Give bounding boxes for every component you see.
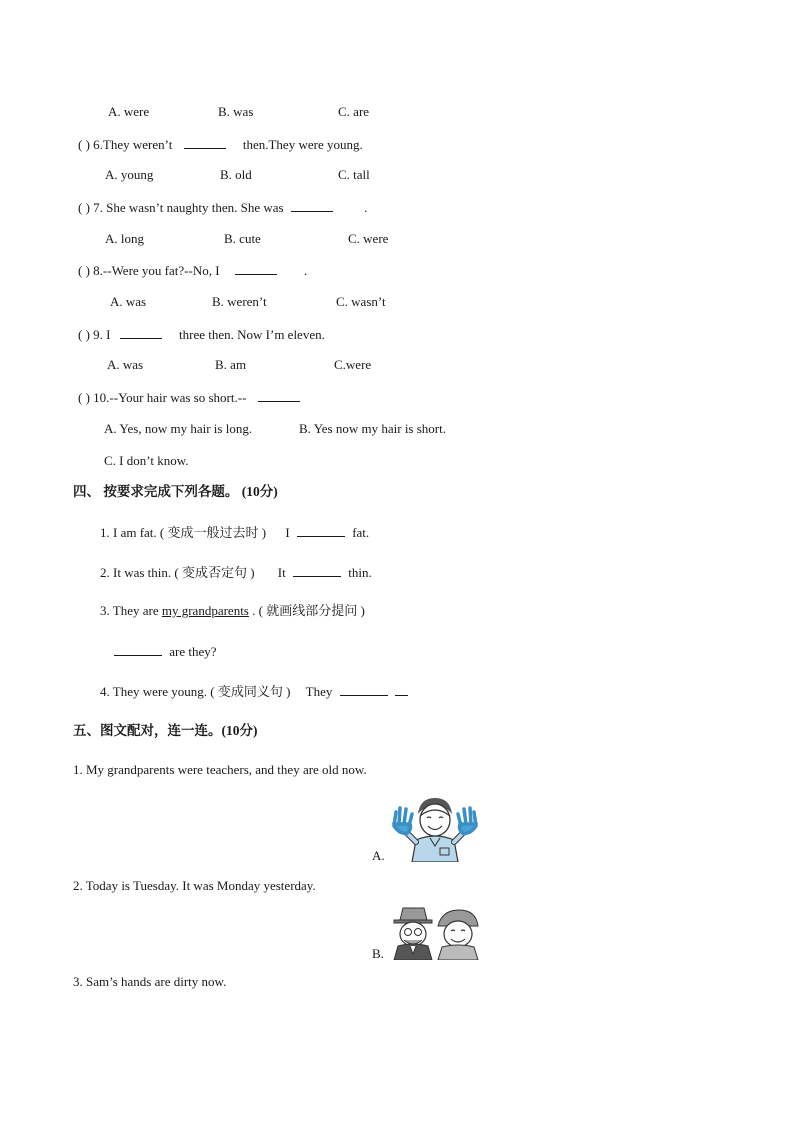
section-4-title: 四、 按要求完成下列各题。 (10分) (73, 484, 278, 499)
s4-item-4-ans-before: They (305, 684, 333, 699)
s4-item-4-question: 4. They were young. ( 变成同义句 ) (100, 684, 291, 699)
q5-option-c: C. are (338, 104, 370, 119)
s4-item-3-underlined: my grandparents (161, 603, 249, 618)
s4-item-3-question-after: . ( 就画线部分提问 ) (252, 603, 365, 618)
q7-text-after: . (364, 200, 368, 215)
q5-option-a: A. were (108, 104, 150, 119)
q7-option-a: A. long (105, 231, 144, 246)
answer-paren: ( ) (78, 263, 90, 278)
q8-stem (78, 262, 307, 279)
q5-option-b: B. was (218, 104, 254, 119)
q10-option-b: B. Yes now my hair is short. (299, 421, 446, 436)
s5-sentence-3: 3. Sam’s hands are dirty now. (73, 974, 227, 989)
q7-text-before: 7. She wasn’t naughty then. She was (93, 200, 284, 215)
s4-item-2-ans-after: thin. (348, 565, 372, 580)
s4-item-3-ans-after: are they? (169, 644, 217, 659)
s5-sentence-2: 2. Today is Tuesday. It was Monday yesterday. (73, 878, 316, 893)
answer-paren: ( ) (78, 327, 90, 342)
q8-text-before: 8.--Were you fat?--No, I (93, 263, 220, 278)
s4-item-1-ans-before: I (285, 525, 290, 540)
q7-option-b: B. cute (224, 231, 261, 246)
answer-blank (293, 564, 341, 577)
s4-item-2 (100, 564, 372, 581)
answer-blank (184, 136, 226, 149)
answer-paren: ( ) (78, 200, 90, 215)
q6-stem (78, 136, 363, 153)
s4-item-3-question-before: 3. They are (100, 603, 159, 618)
s4-item-1-ans-after: fat. (352, 525, 370, 540)
q9-option-a: A. was (107, 357, 144, 372)
s4-item-1 (100, 524, 369, 541)
child-showing-dirty-hands-picture (390, 796, 480, 862)
answer-blank (291, 199, 333, 212)
s4-item-1-question: 1. I am fat. ( 变成一般过去时 ) (100, 525, 267, 540)
q10-option-c: C. I don’t know. (104, 453, 189, 468)
q8-text-after: . (304, 263, 308, 278)
q6-option-a: A. young (105, 167, 154, 182)
answer-blank (395, 683, 408, 696)
answer-paren: ( ) (78, 137, 90, 152)
q7-stem (78, 199, 367, 216)
q10-text-before: 10.--Your hair was so short.-- (93, 390, 247, 405)
q9-option-b: B. am (215, 357, 247, 372)
q10-option-a: A. Yes, now my hair is long. (104, 421, 253, 436)
grandparents-picture (392, 906, 482, 960)
q6-option-b: B. old (220, 167, 252, 182)
q9-text-after: three then. Now I’m eleven. (179, 327, 325, 342)
s5-sentence-1: 1. My grandparents were teachers, and they are old now. (73, 762, 367, 777)
q7-option-c: C. were (348, 231, 389, 246)
answer-blank (235, 262, 277, 275)
answer-blank (297, 524, 345, 537)
answer-blank (120, 326, 162, 339)
q8-option-a: A. was (110, 294, 147, 309)
answer-blank (114, 643, 162, 656)
q8-option-b: B. weren’t (212, 294, 267, 309)
picture-label-b: B. (372, 946, 384, 961)
q8-option-c: C. wasn’t (336, 294, 386, 309)
answer-blank (340, 683, 388, 696)
section-5-title: 五、图文配对，连一连。(10分) (73, 723, 258, 738)
picture-label-a: A. (372, 848, 385, 863)
s4-item-3 (100, 603, 365, 619)
s4-item-4 (100, 683, 408, 700)
s4-item-2-ans-before: It (277, 565, 286, 580)
q9-stem (78, 326, 325, 343)
q10-stem (78, 389, 300, 406)
q6-option-c: C. tall (338, 167, 370, 182)
answer-paren: ( ) (78, 390, 90, 405)
q9-option-c: C.were (334, 357, 372, 372)
s4-item-2-question: 2. It was thin. ( 变成否定句 ) (100, 565, 255, 580)
q6-text-before: 6.They weren’t (93, 137, 173, 152)
q6-text-after: then.They were young. (242, 137, 363, 152)
q9-text-before: 9. I (93, 327, 111, 342)
s4-item-3-answer (114, 643, 217, 660)
answer-blank (258, 389, 300, 402)
